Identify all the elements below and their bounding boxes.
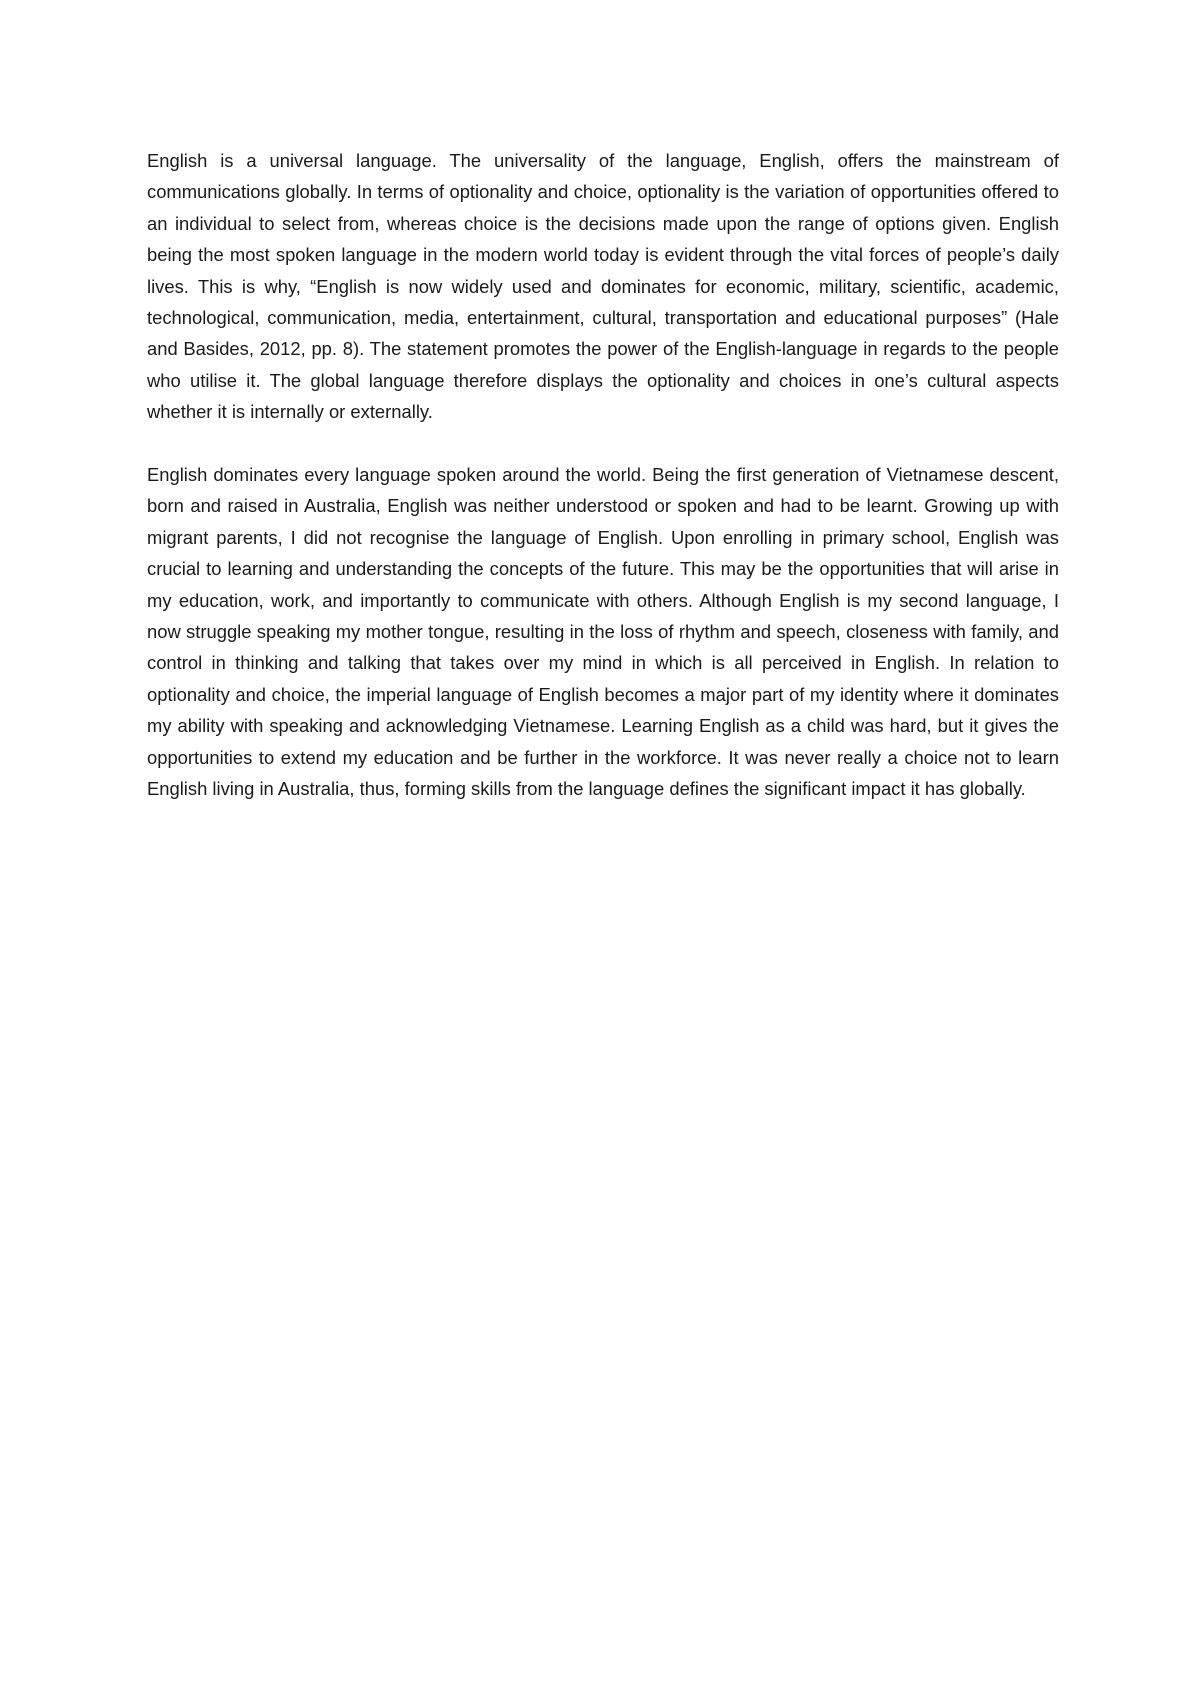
document-body: [147, 145, 1059, 805]
paragraph-1: English is a universal language. The universality of the language, English, offers the mainstream of communications globally. In terms of optionality and choice, optionality is the variation of opportunities offered to an individual to select from, whereas choice is the decisions made upon the range of options given. English being the most spoken language in the modern world today is evident through the vital forces of people’s daily lives. This is why, “English is now widely used and dominates for economic, military, scientific, academic, technological, communication, media, entertainment, cultural, transportation and educational purposes” (Hale and Basides, 2012, pp. 8). The statement promotes the power of the English-language in regards to the people who utilise it. The global language therefore displays the optionality and choices in one’s cultural aspects whether it is internally or externally.: [147, 150, 1059, 423]
paragraph-2: English dominates every language spoken around the world. Being the first generation of Vietnamese descent, born and raised in Australia, English was neither understood or spoken and had to be learnt. Growing up with migrant parents, I did not recognise the language of English. Upon enrolling in primary school, English was crucial to learning and understanding the concepts of the future. This may be the opportunities that will arise in my education, work, and importantly to communicate with others. Although English is my second language, I now struggle speaking my mother tongue, resulting in the loss of rhythm and speech, closeness with family, and control in thinking and talking that takes over my mind in which is all perceived in English. In relation to optionality and choice, the imperial language of English becomes a major part of my identity where it dominates my ability with speaking and acknowledging Vietnamese. Learning English as a child was hard, but it gives the opportunities to extend my education and be further in the workforce. It was never really a choice not to learn English living in Australia, thus, forming skills from the language defines the significant impact it has globally.: [147, 464, 1059, 800]
